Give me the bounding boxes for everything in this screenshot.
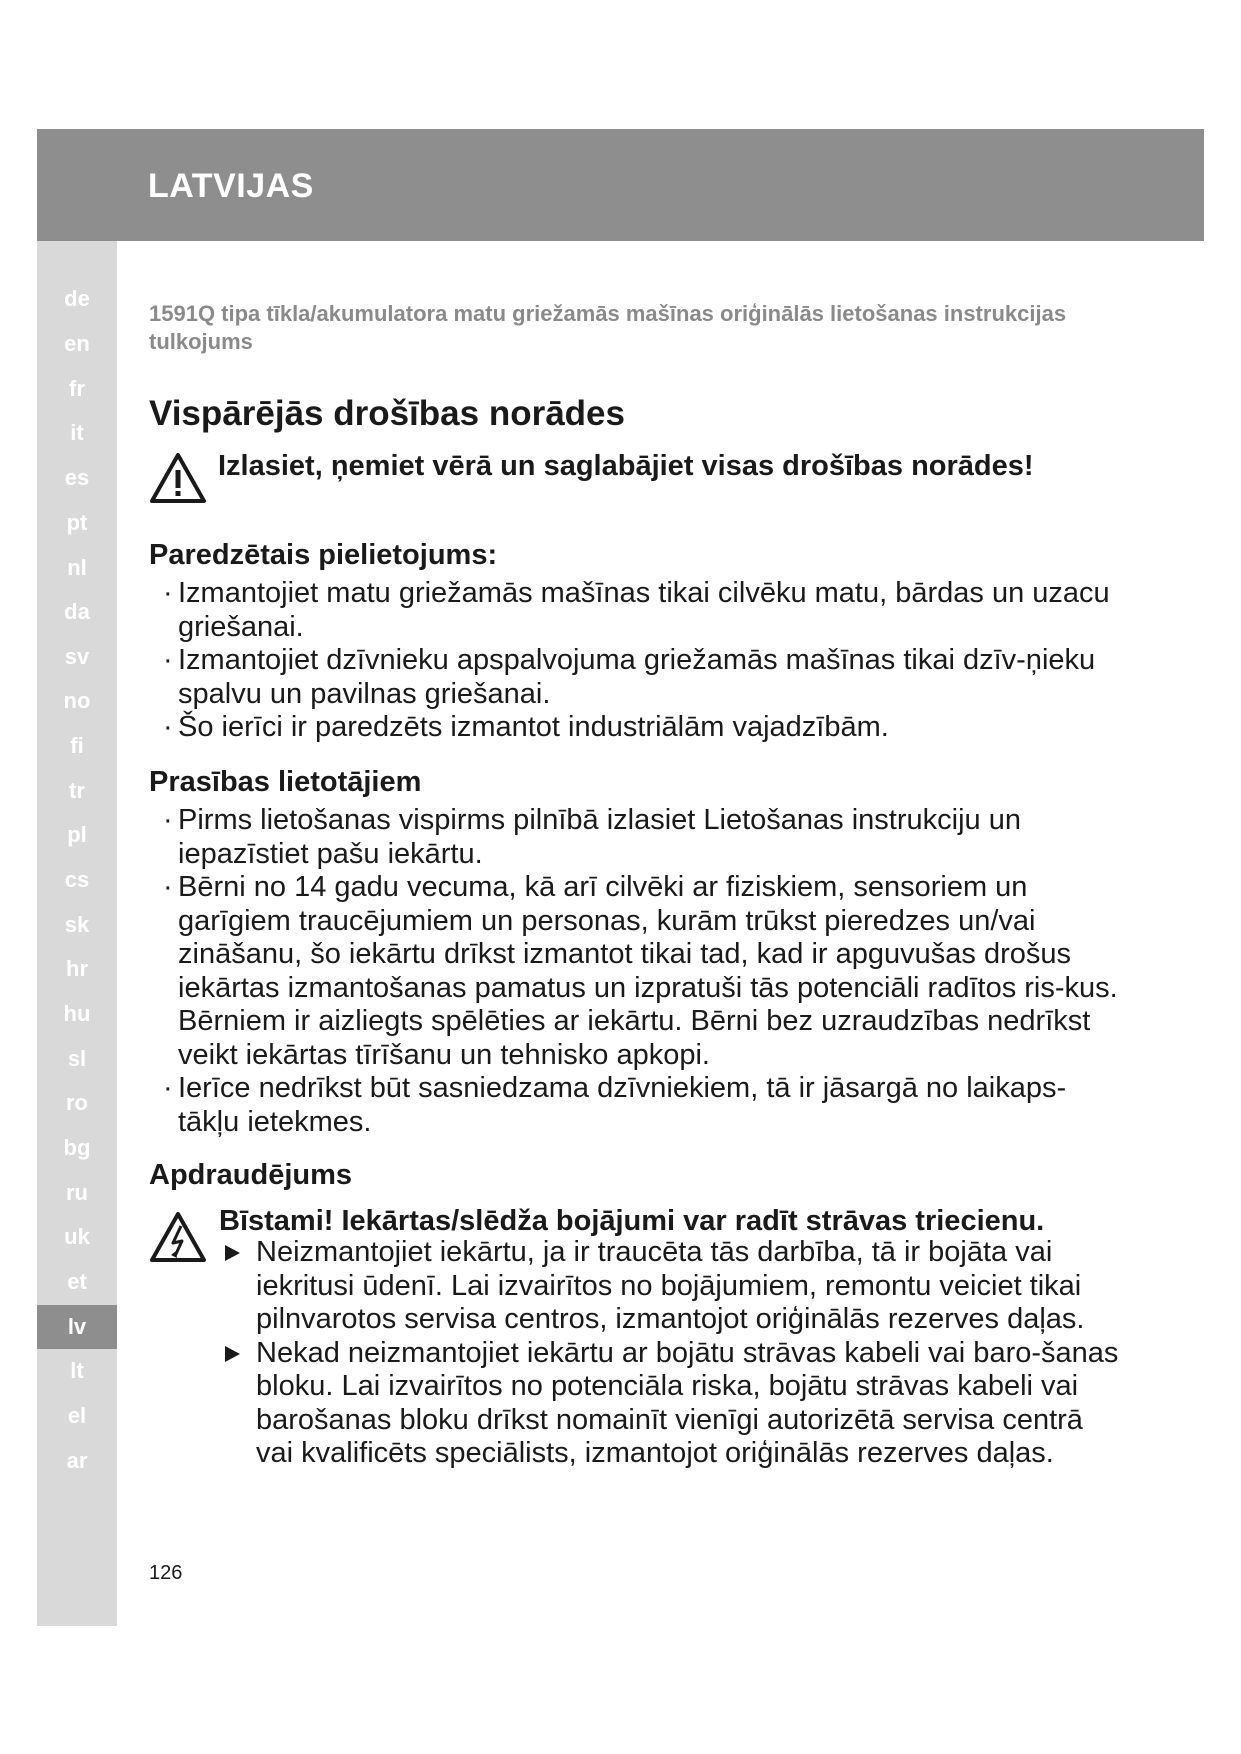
lang-tab-sv[interactable]: sv	[64, 644, 90, 669]
lang-tab-nl[interactable]: nl	[67, 555, 87, 580]
lang-tab-el[interactable]: el	[67, 1403, 87, 1428]
lang-tab-es[interactable]: es	[64, 465, 90, 490]
lang-tab-uk[interactable]: uk	[64, 1224, 90, 1249]
general-warning	[149, 448, 1139, 508]
hazards-title: Apdraudējums	[149, 1159, 353, 1191]
user-requirements-list	[163, 804, 1123, 1139]
lang-tab-cs[interactable]: cs	[64, 867, 90, 892]
lang-tab-ru[interactable]: ru	[66, 1180, 88, 1205]
arrow-bullet-icon	[225, 1245, 240, 1261]
lang-tab-de[interactable]: de	[64, 286, 90, 311]
lang-tab-no[interactable]: no	[63, 688, 91, 713]
page-number: 126	[149, 1562, 183, 1584]
danger-title: Bīstami! Iekārtas/slēdža bojājumi var radīt strāvas triecienu.	[219, 1205, 1045, 1237]
lang-tab-da[interactable]: da	[64, 599, 90, 624]
lang-tab-hr[interactable]: hr	[66, 956, 88, 981]
lang-tab-pl[interactable]: pl	[67, 822, 87, 847]
general-warning-text: Izlasiet, ņemiet vērā un saglabājiet visas drošības norādes!	[218, 450, 1034, 482]
electric-shock-warning-icon	[149, 1211, 207, 1263]
lang-tab-tr[interactable]: tr	[69, 778, 85, 803]
list-item-text: Neizmantojiet iekārtu, ja ir traucēta tās darbība, tā ir bojāta vai iekritusi ūdenī. Lai izvairītos no bojājumiem, remontu veiciet tikai pilnvarotos servisa centros, izmantojot oriģinālās rezerves daļas.	[256, 1236, 1085, 1335]
list-item	[225, 1236, 1125, 1337]
intended-use-list	[163, 577, 1123, 745]
lang-tab-ar[interactable]: ar	[66, 1448, 88, 1473]
lang-tab-sk[interactable]: sk	[64, 912, 90, 937]
language-sidebar	[37, 241, 117, 1626]
lang-tab-et[interactable]: et	[67, 1269, 87, 1294]
warning-triangle-icon	[149, 452, 207, 504]
intended-use-title: Paredzētais pielietojums:	[149, 539, 498, 571]
header-band	[37, 129, 1204, 241]
user-requirements-title: Prasības lietotājiem	[149, 766, 422, 798]
list-item	[225, 1337, 1125, 1471]
lang-tab-sl[interactable]: sl	[67, 1046, 87, 1071]
list-item: · Ierīce nedrīkst būt sasniedzama dzīvniekiem, tā ir jāsargā no laikaps-tākļu ietekmes.	[163, 1072, 1123, 1139]
list-item: · Pirms lietošanas vispirms pilnībā izlasiet Lietošanas instrukciju un iepazīstiet pašu iekārtu.	[163, 804, 1123, 871]
list-item: · Bērni no 14 gadu vecuma, kā arī cilvēki ar fiziskiem, sensoriem un garīgiem traucējumiem un personas, kurām trūkst pieredzes un/vai zināšanu, šo iekārtu drīkst izmantot tikai tad, kad ir apguvušas drošus iekārtas izmantošanas pamatus un izpratuši tās potenciāli radītos ris-kus. Bērniem ir aizliegts spēlēties ar iekārtu. Bērni bez uzraudzības nedrīkst veikt iekārtas tīrīšanu un tehnisko apkopi.	[163, 871, 1123, 1072]
arrow-bullet-icon	[225, 1346, 240, 1362]
lang-tab-en[interactable]: en	[64, 331, 90, 356]
lang-tab-fr[interactable]: fr	[69, 376, 85, 401]
lang-tab-ro[interactable]: ro	[66, 1090, 88, 1115]
document-subtitle: 1591Q tipa tīkla/akumulatora matu griežamās mašīnas oriģinālās lietošanas instrukcijas tulkojums	[149, 301, 1067, 354]
list-item-text: Nekad neizmantojiet iekārtu ar bojātu strāvas kabeli vai baro-šanas bloku. Lai izvairītos no potenciāla riska, bojātu strāvas kabeli vai barošanas bloku drīkst nomainīt vienīgi autorizētā servisa centrā vai kvalificēts speciālists, izmantojot oriģinālās rezerves daļas.	[256, 1336, 1119, 1469]
lang-tab-hu[interactable]: hu	[63, 1001, 91, 1026]
lang-tab-pt[interactable]: pt	[66, 510, 88, 535]
lang-tab-lv-active[interactable]: lv	[37, 1305, 117, 1349]
lang-tab-it[interactable]: it	[70, 420, 84, 445]
list-item: · Izmantojiet matu griežamās mašīnas tikai cilvēku matu, bārdas un uzacu griešanai.	[163, 577, 1123, 644]
lang-tab-fi[interactable]: fi	[70, 733, 84, 758]
lang-tab-bg[interactable]: bg	[63, 1135, 91, 1160]
main-heading: Vispārējās drošības norādes	[149, 394, 625, 433]
lang-tab-lt[interactable]: lt	[70, 1358, 84, 1383]
list-item: · Šo ierīci ir paredzēts izmantot industriālām vajadzībām.	[163, 711, 1123, 745]
language-title: LATVIJAS	[148, 167, 314, 205]
list-item: · Izmantojiet dzīvnieku apspalvojuma griežamās mašīnas tikai dzīv-ņieku spalvu un pavilnas griešanai.	[163, 644, 1123, 711]
hazards-list	[225, 1236, 1125, 1471]
